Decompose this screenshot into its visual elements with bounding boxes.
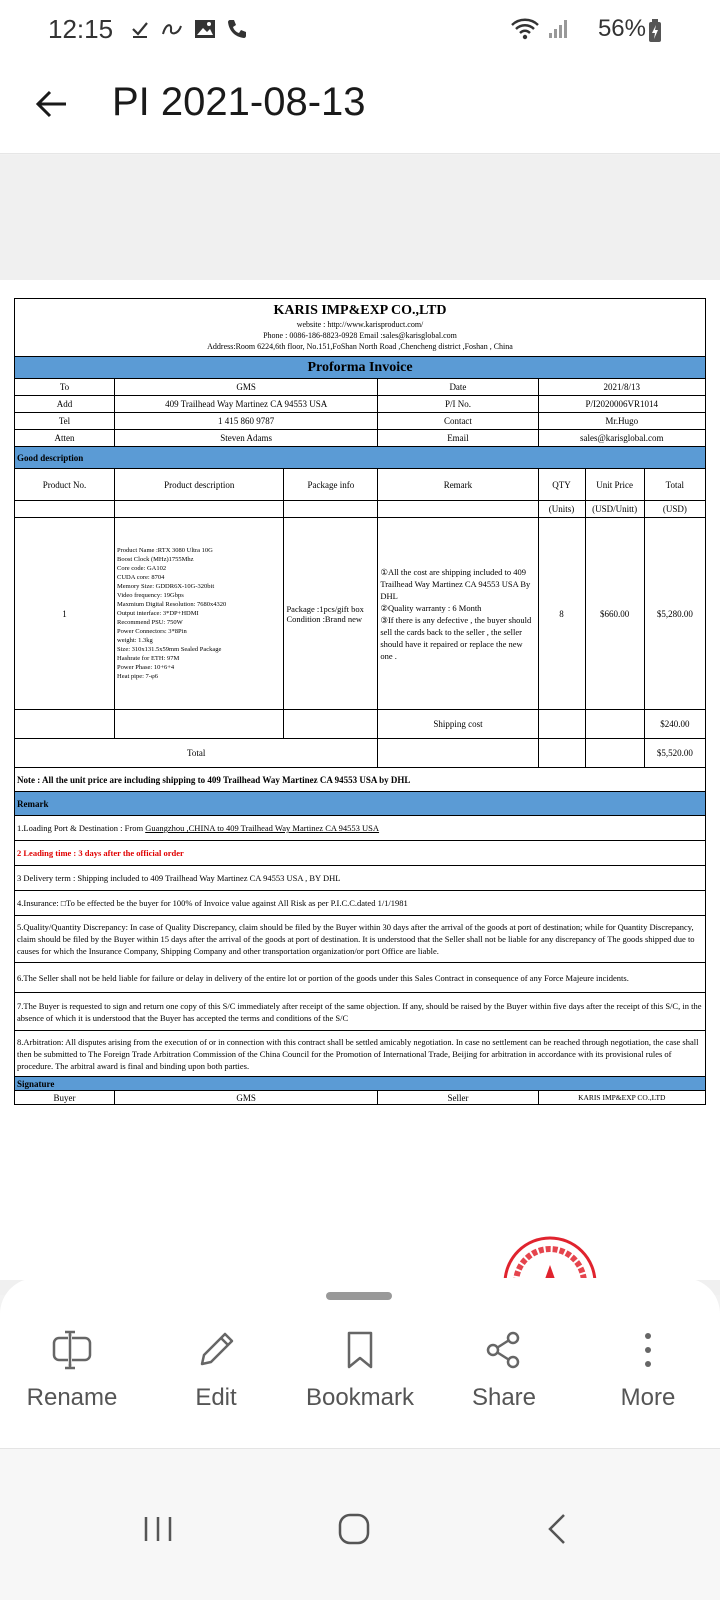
unit-total: (USD) — [644, 501, 705, 518]
company-name: KARIS IMP&EXP CO.,LTD — [273, 303, 447, 318]
wifi-icon — [510, 16, 540, 40]
notification-icons — [130, 18, 248, 40]
document-title: Proforma Invoice — [15, 357, 706, 379]
rename-label: Rename — [26, 1384, 118, 1411]
company-address: Address:Room 6224,6th floor, No.151,FoShan North Road ,Chencheng district ,Foshan , China — [207, 342, 513, 351]
item-description: Product Name :RTX 3080 Ultra 10G Boost Clock (MHz)1755Mhz Core code: GA102 CUDA core: 8704 Memory Size: GDDR6X-10G-320bit Video frequency: 19Gbps Maxmium Digital Resolution: 7680x4320 Output interface: 3*DP+HDMI Recommend PSU: 750W Power Connectors: 3*8Pin weight: 1.3kg Size: 310x131.5x59mm Sealed Package Hashrate for ETH: 97M Power Phase: 10+6+4 Heat pipe: 7-φ6 — [115, 518, 284, 710]
bookmark-label: Bookmark — [305, 1384, 415, 1411]
rename-button[interactable] — [0, 1328, 144, 1412]
col-remark: Remark — [378, 469, 538, 501]
to-label: To — [15, 379, 115, 396]
contact-label: Contact — [378, 413, 538, 430]
term-6: 6.The Seller shall not be held liable for failure or delay in delivery of the entire lot or portion of the goods under this Sales Contract in consequence of any Force Majeure incidents. — [15, 963, 706, 993]
good-description-header: Good description — [15, 447, 706, 469]
item-no: 1 — [15, 518, 115, 710]
term-4: 4.Insurance: □To be effected be the buyer for 100% of Invoice value against All Risk as per P.I.C.C.dated 1/1/1981 — [15, 891, 706, 916]
status-bar — [0, 0, 720, 62]
clock: 12:15 — [48, 14, 114, 44]
signature-header: Signature — [15, 1077, 706, 1091]
pi-label: P/I No. — [378, 396, 538, 413]
buyer-label: Buyer — [15, 1091, 115, 1105]
item-qty: 8 — [538, 518, 585, 710]
home-icon[interactable] — [334, 1509, 374, 1549]
total-label: Total — [15, 739, 378, 768]
bookmark-button[interactable] — [288, 1328, 432, 1412]
signal-icon — [548, 17, 570, 39]
col-package: Package info — [284, 469, 378, 501]
term-3: 3 Delivery term : Shipping included to 409 Trailhead Way Martinez CA 94553 USA , BY DHL — [15, 866, 706, 891]
col-product-no: Product No. — [15, 469, 115, 501]
bookmark-icon — [338, 1328, 382, 1372]
edit-icon — [194, 1328, 238, 1372]
invoice-table — [14, 298, 706, 1105]
item-unit-price: $660.00 — [585, 518, 644, 710]
email-label: Email — [378, 430, 538, 447]
term-5: 5.Quality/Quantity Discrepancy: In case of Quality Discrepancy, claim should be filed by the Buyer within 30 days after the arrival of the goods at port of destination; while for Quantity Discrepancy, claim should be filed by the Buyer within 15 days after the arrival of the goods at port of destination. It is understood that the Seller shall not be liable for any discrepancy of The goods shipped due to causes for which the Insurance Company, Shipping Company and other transportation organization/or port Office are liable. — [15, 916, 706, 963]
app-bar — [0, 62, 720, 154]
link-icon — [160, 19, 184, 39]
action-bar — [0, 1328, 720, 1412]
page-title: PI 2021-08-13 — [112, 80, 366, 124]
document-viewer[interactable] — [0, 155, 720, 1295]
more-icon — [626, 1328, 670, 1372]
back-arrow-icon[interactable] — [32, 84, 72, 124]
share-label: Share — [471, 1384, 537, 1411]
seller-label: Seller — [378, 1091, 538, 1105]
item-package: Package :1pcs/gift box Condition :Brand new — [284, 518, 378, 710]
col-product-desc: Product description — [115, 469, 284, 501]
tel-label: Tel — [15, 413, 115, 430]
to-value: GMS — [115, 379, 378, 396]
recent-apps-icon[interactable] — [138, 1509, 178, 1549]
term-7: 7.The Buyer is requested to sign and return one copy of this S/C immediately after receipt of the same objection. If any, should be raised by the Buyer within five days after the receipt of this S/C, in the absence of which it is understood that the Buyer has accepted the terms and conditions of the S/C — [15, 993, 706, 1031]
tel-value: 1 415 860 9787 — [115, 413, 378, 430]
term-2: 2 Leading time : 3 days after the official order — [15, 841, 706, 866]
unit-qty: (Units) — [538, 501, 585, 518]
shipping-label: Shipping cost — [378, 710, 538, 739]
connectivity-icons — [510, 16, 570, 40]
col-total: Total — [644, 469, 705, 501]
buyer-value: GMS — [115, 1091, 378, 1105]
seller-value: KARIS IMP&EXP CO.,LTD — [538, 1091, 705, 1105]
date-label: Date — [378, 379, 538, 396]
col-qty: QTY — [538, 469, 585, 501]
col-unit-price: Unit Price — [585, 469, 644, 501]
system-navigation-bar — [0, 1448, 720, 1600]
contact-value: Mr.Hugo — [538, 413, 705, 430]
pi-value: P/I2020006VR1014 — [538, 396, 705, 413]
table-row — [15, 518, 706, 710]
date-value: 2021/8/13 — [538, 379, 705, 396]
more-button[interactable] — [576, 1328, 720, 1412]
more-label: More — [620, 1384, 676, 1411]
drag-handle[interactable] — [326, 1292, 392, 1300]
unit-unit-price: (USD/Unitt) — [585, 501, 644, 518]
check-icon — [130, 19, 150, 39]
gallery-icon — [194, 19, 216, 39]
atten-label: Atten — [15, 430, 115, 447]
shipping-cost: $240.00 — [644, 710, 705, 739]
back-nav-icon[interactable] — [538, 1509, 578, 1549]
share-button[interactable] — [432, 1328, 576, 1412]
add-label: Add — [15, 396, 115, 413]
term-1: 1.Loading Port & Destination : From Guangzhou ,CHINA to 409 Trailhead Way Martinez CA 94553 USA — [15, 816, 706, 841]
action-sheet — [0, 1278, 720, 1448]
shipping-note: Note : All the unit price are including shipping to 409 Trailhead Way Martinez CA 94553 USA by DHL — [15, 768, 706, 792]
term-8: 8.Arbitration: All disputes arising from the execution of or in connection with this contract shall be settled amicably negotiation. In case no settlement can be reached through negotiation, the case shall then be submitted to The Foreign Trade Arbitration Commission of the China Council for the Promotion of International Trade, Beijing for arbitration in accordance with its provisional rules of procedure. The arbitral award is final and binding upon both parties. — [15, 1031, 706, 1077]
company-phone: Phone : 0086-186-8823-0928 Email :sales@karisglobal.com — [263, 331, 457, 340]
remark-header: Remark — [15, 792, 706, 816]
battery-charging-icon — [648, 19, 662, 43]
item-total: $5,280.00 — [644, 518, 705, 710]
pdf-page — [0, 280, 720, 1280]
share-icon — [482, 1328, 526, 1372]
add-value: 409 Trailhead Way Martinez CA 94553 USA — [115, 396, 378, 413]
item-remark: ①All the cost are shipping included to 409 Trailhead Way Martinez CA 94553 USA By DHL ②Quality warranty : 6 Month ③If there is any defective , the buyer should sell the cards back to the seller , the seller should have it repaired or replace the new one . — [378, 518, 538, 710]
battery-percent: 56% — [597, 15, 646, 42]
email-value: sales@karisglobal.com — [538, 430, 705, 447]
phone-icon — [226, 18, 248, 40]
edit-button[interactable] — [144, 1328, 288, 1412]
grand-total: $5,520.00 — [644, 739, 705, 768]
edit-label: Edit — [195, 1384, 237, 1411]
company-website: website : http://www.karisproduct.com/ — [296, 320, 424, 329]
atten-value: Steven Adams — [115, 430, 378, 447]
rename-icon — [50, 1328, 94, 1372]
